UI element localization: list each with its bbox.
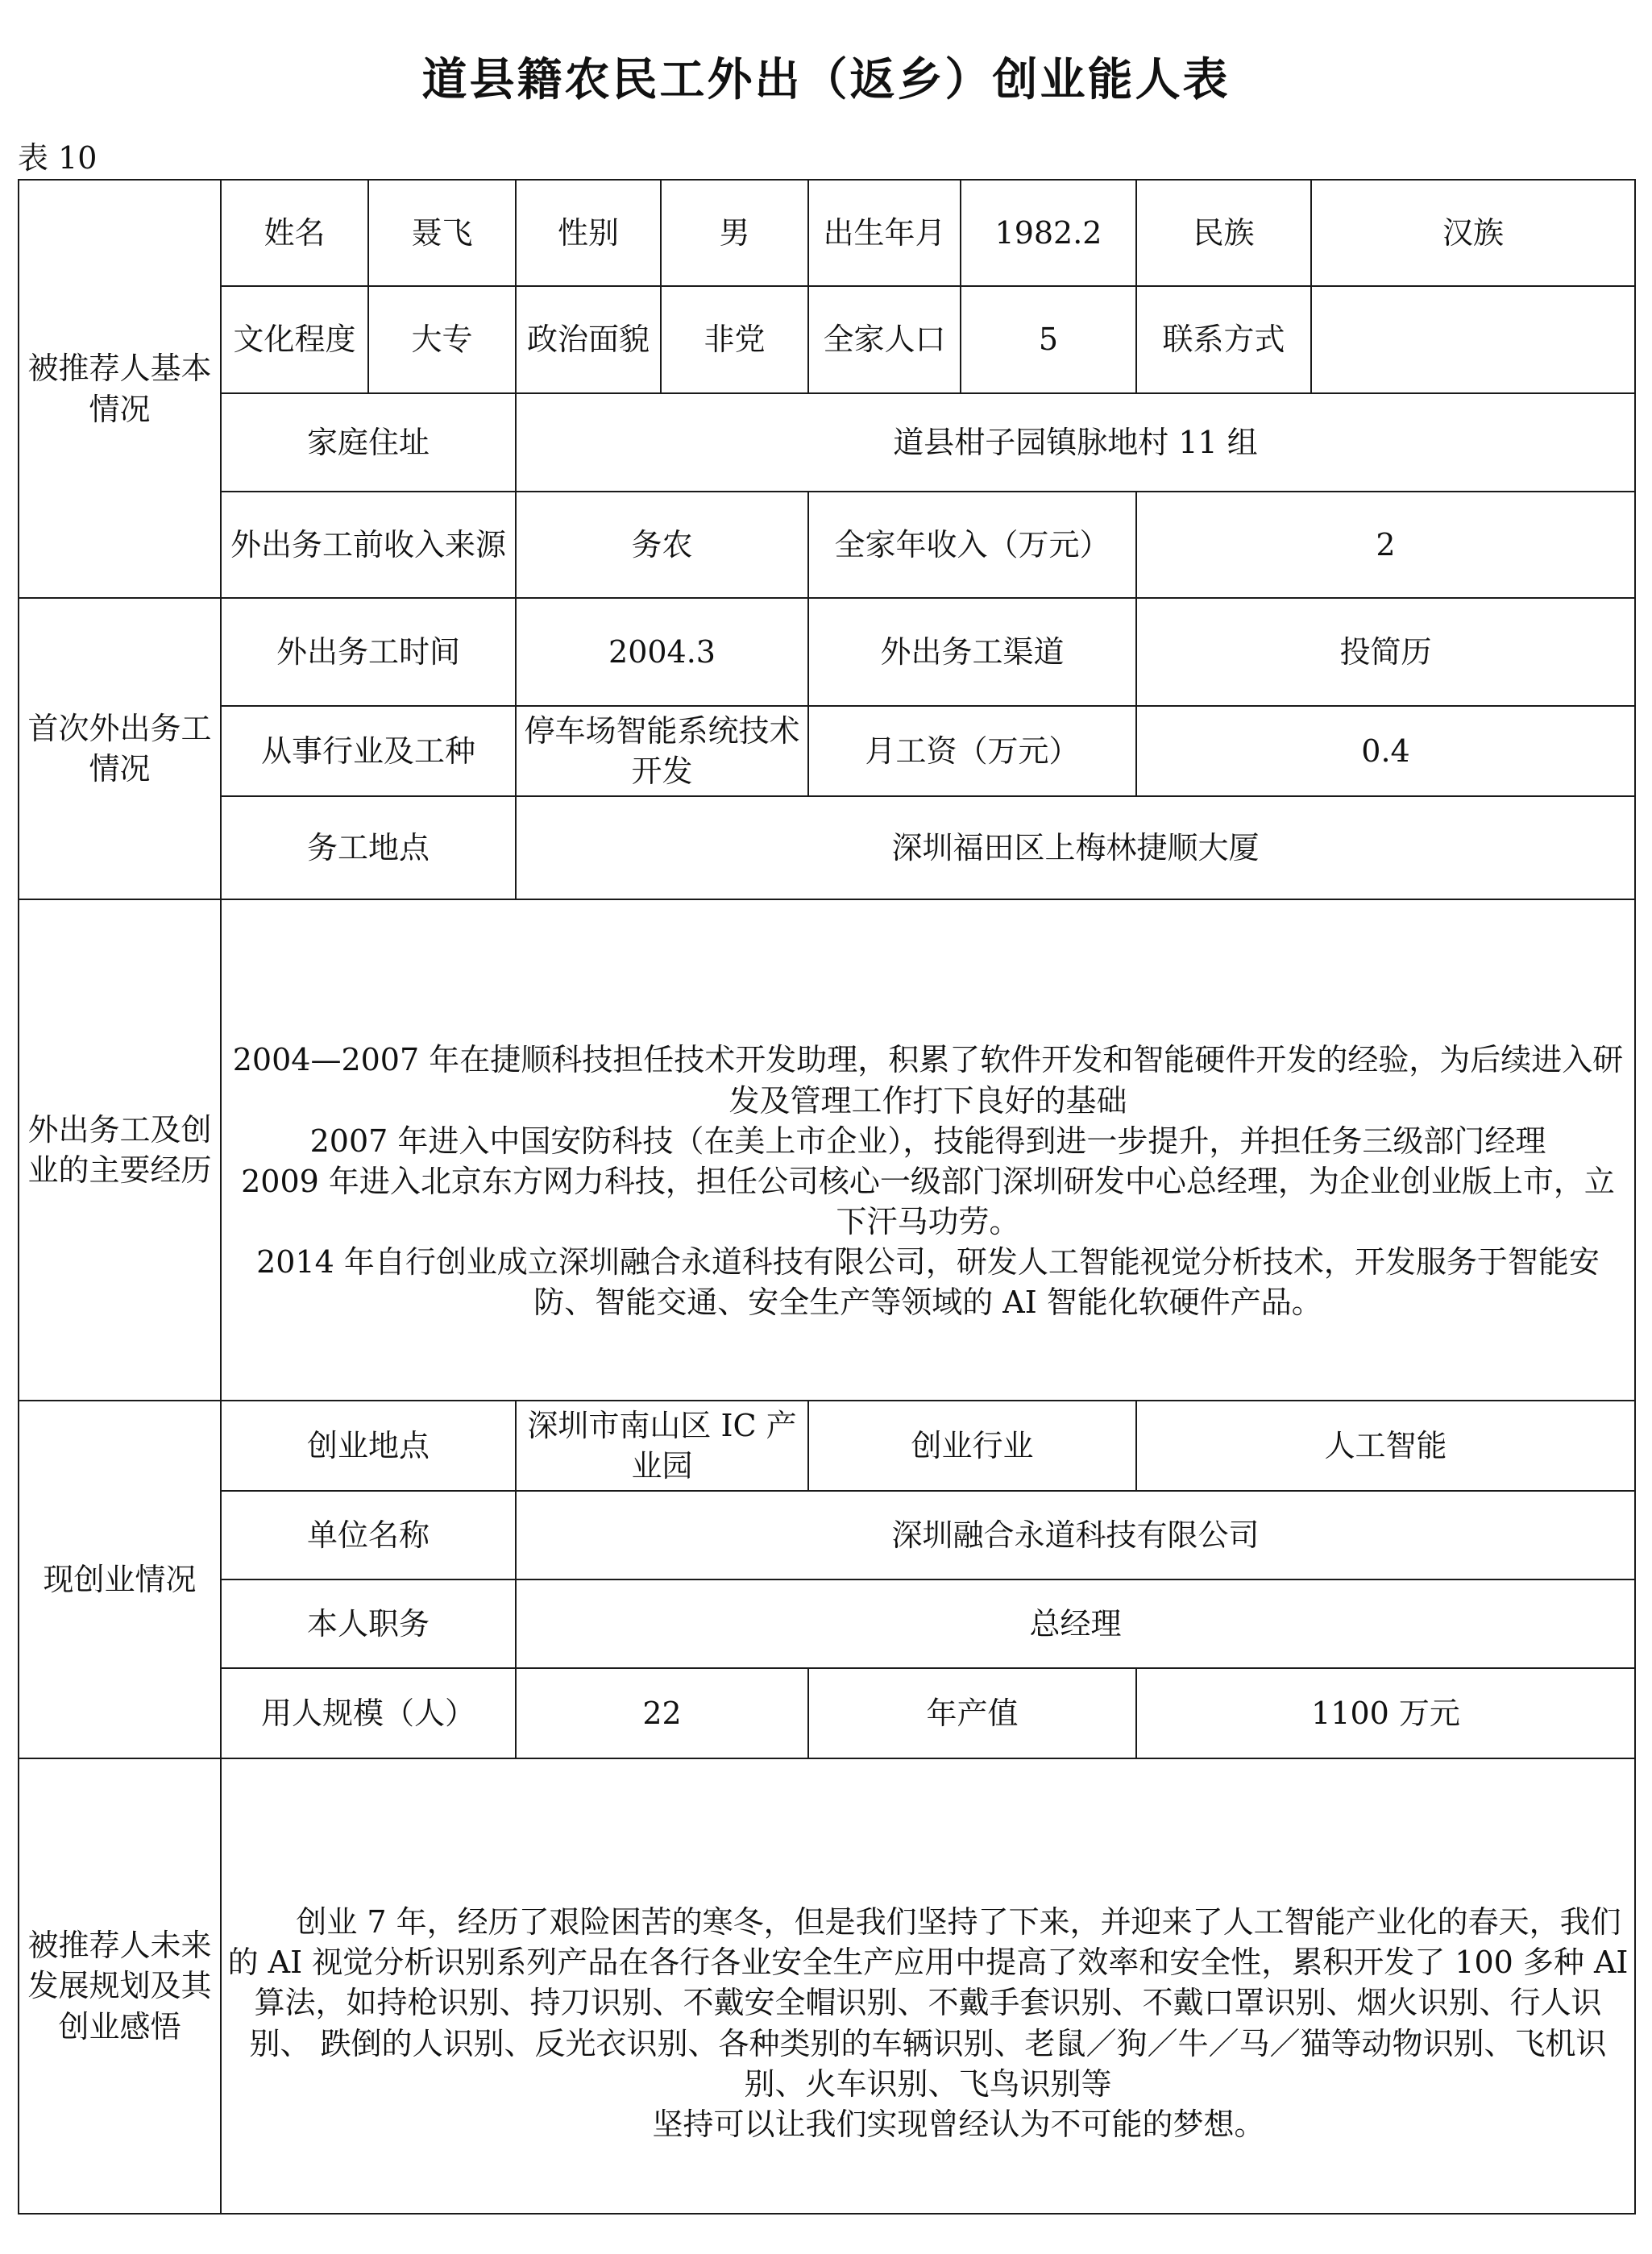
company-value: 深圳融合永道科技有限公司 (516, 1491, 1635, 1579)
annual-income-value: 2 (1136, 492, 1635, 598)
politics-value: 非党 (661, 286, 808, 393)
birth-value: 1982.2 (961, 180, 1136, 286)
education-value: 大专 (368, 286, 516, 393)
experience-line: 2007 年进入中国安防科技（在美上市企业），技能得到进一步提升，并担任务三级部门经理 (309, 1123, 1546, 1159)
table-number: 表 10 (18, 140, 98, 176)
staff-value: 22 (516, 1668, 808, 1758)
business-industry-value: 人工智能 (1136, 1401, 1635, 1491)
plan-paragraph: 坚持可以让我们实现曾经认为不可能的梦想。 (652, 2106, 1265, 2142)
family-size-value: 5 (961, 286, 1136, 393)
output-value: 1100 万元 (1136, 1668, 1635, 1758)
name-label: 姓名 (221, 180, 368, 286)
job-time-label: 外出务工时间 (221, 598, 516, 706)
section-first-job-label: 首次外出务工情况 (19, 598, 221, 899)
experience-line: 2004—2007 年在捷顺科技担任技术开发助理，积累了软件开发和智能硬件开发的经验，为后续进入研发及管理工作打下良好的基础 (232, 1042, 1624, 1119)
family-size-label: 全家人口 (808, 286, 961, 393)
position-label: 本人职务 (221, 1579, 516, 1668)
plan-text (221, 1758, 1635, 2214)
job-place-label: 务工地点 (221, 796, 516, 899)
section-basic-label: 被推荐人基本情况 (19, 180, 221, 598)
company-label: 单位名称 (221, 1491, 516, 1579)
job-channel-label: 外出务工渠道 (808, 598, 1136, 706)
address-label: 家庭住址 (221, 393, 516, 492)
page-title: 道县籍农民工外出（返乡）创业能人表 (421, 53, 1231, 106)
annual-income-label: 全家年收入（万元） (808, 492, 1136, 598)
education-label: 文化程度 (221, 286, 368, 393)
staff-label: 用人规模（人） (221, 1668, 516, 1758)
gender-value: 男 (661, 180, 808, 286)
gender-label: 性别 (516, 180, 661, 286)
position-value: 总经理 (516, 1579, 1635, 1668)
section-current-label: 现创业情况 (19, 1401, 221, 1758)
plan-paragraph: 创业 7 年，经历了艰险困苦的寒冬，但是我们坚持了下来，并迎来了人工智能产业化的春天，我们的 AI 视觉分析识别系列产品在各行各业安全生产应用中提高了效率和安全性，累积开发了 100 多种 AI 算法，如持枪识别、持刀识别、不戴安全帽识别、不戴手套识别、不戴口罩识别、烟火识别、行人识别、 跌倒的人识别、反光衣识别、各种类别的车辆识别、老鼠／狗／牛／马／猫等动物识别、飞机识别、火车识别、飞鸟识别等 (227, 1904, 1629, 2102)
section-plan-label: 被推荐人未来发展规划及其创业感悟 (19, 1758, 221, 2214)
section-experience-label: 外出务工及创业的主要经历 (19, 899, 221, 1401)
job-industry-value: 停车场智能系统技术开发 (516, 706, 808, 796)
birth-label: 出生年月 (808, 180, 961, 286)
talent-form-table (18, 179, 1636, 2215)
prev-income-value: 务农 (516, 492, 808, 598)
name-value: 聂飞 (368, 180, 516, 286)
ethnic-value: 汉族 (1311, 180, 1635, 286)
job-channel-value: 投简历 (1136, 598, 1635, 706)
job-salary-label: 月工资（万元） (808, 706, 1136, 796)
job-salary-value: 0.4 (1136, 706, 1635, 796)
ethnic-label: 民族 (1136, 180, 1311, 286)
experience-line: 2009 年进入北京东方网力科技，担任公司核心一级部门深圳研发中心总经理，为企业创业版上市，立下汗马功劳。 (241, 1163, 1615, 1240)
experience-line: 2014 年自行创业成立深圳融合永道科技有限公司，研发人工智能视觉分析技术，开发服务于智能安防、智能交通、安全生产等领域的 AI 智能化软硬件产品。 (256, 1244, 1600, 1321)
business-industry-label: 创业行业 (808, 1401, 1136, 1491)
job-time-value: 2004.3 (516, 598, 808, 706)
business-location-label: 创业地点 (221, 1401, 516, 1491)
experience-text (221, 899, 1635, 1401)
business-location-value: 深圳市南山区 IC 产业园 (516, 1401, 808, 1491)
job-industry-label: 从事行业及工种 (221, 706, 516, 796)
job-place-value: 深圳福田区上梅林捷顺大厦 (516, 796, 1635, 899)
politics-label: 政治面貌 (516, 286, 661, 393)
address-value: 道县柑子园镇脉地村 11 组 (516, 393, 1635, 492)
prev-income-label: 外出务工前收入来源 (221, 492, 516, 598)
output-label: 年产值 (808, 1668, 1136, 1758)
contact-value (1311, 286, 1635, 393)
contact-label: 联系方式 (1136, 286, 1311, 393)
